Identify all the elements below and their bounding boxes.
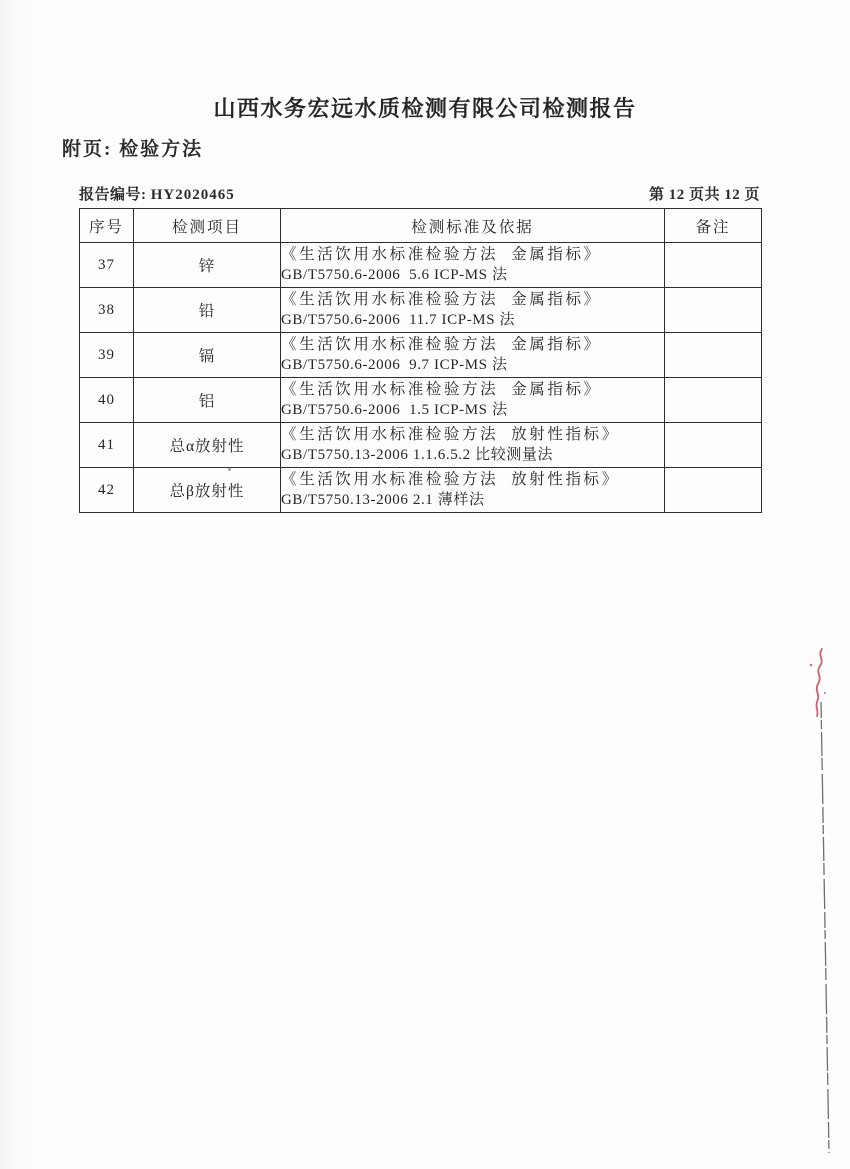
cell-test-item: 铝 [134,378,281,423]
stray-ink-dot [228,468,231,471]
standard-method: GB/T5750.13-2006 2.1 薄样法 [281,492,485,508]
page-indicator: 第 12 页共 12 页 [648,187,760,203]
table-row [80,378,762,423]
cell-test-item: 总β放射性 [134,468,281,513]
table-row [80,243,762,288]
cell-serial-no: 40 [80,378,134,423]
page-title: 山西水务宏远水质检测有限公司检测报告 [213,96,637,121]
meta-row [79,183,760,204]
standard-method: GB/T5750.6-2006 9.7 ICP-MS 法 [281,357,508,373]
cell-standard [281,378,665,423]
cell-remark [665,288,762,333]
table-header-row [80,209,762,243]
cell-test-item: 锌 [134,243,281,288]
standard-method: GB/T5750.6-2006 11.7 ICP-MS 法 [281,312,516,328]
cell-test-item: 总α放射性 [134,423,281,468]
scan-edge-line [815,700,837,1155]
cell-serial-no: 38 [80,288,134,333]
standard-title: 《生活饮用水标准检验方法 放射性指标》 [281,426,620,443]
header-serial-no: 序号 [80,209,134,243]
header-standard-basis: 检测标准及依据 [281,209,665,243]
appendix-subtitle: 附页: 检验方法 [62,139,204,160]
cell-serial-no: 39 [80,333,134,378]
cell-remark [665,468,762,513]
cell-standard [281,423,665,468]
standard-title: 《生活饮用水标准检验方法 金属指标》 [281,291,602,308]
cell-remark [665,378,762,423]
cell-remark [665,423,762,468]
header-remark: 备注 [665,209,762,243]
table-row [80,468,762,513]
cell-remark [665,243,762,288]
cell-test-item: 铅 [134,288,281,333]
standard-method: GB/T5750.13-2006 1.1.6.5.2 比较测量法 [281,447,554,463]
standard-method: GB/T5750.6-2006 5.6 ICP-MS 法 [281,267,508,283]
report-number-value: HY2020465 [150,187,235,203]
cell-standard [281,288,665,333]
standard-title: 《生活饮用水标准检验方法 金属指标》 [281,336,602,353]
cell-standard [281,243,665,288]
standard-title: 《生活饮用水标准检验方法 金属指标》 [281,381,602,398]
cell-serial-no: 42 [80,468,134,513]
cell-remark [665,333,762,378]
report-number-label: 报告编号: [79,187,147,203]
standard-title: 《生活饮用水标准检验方法 金属指标》 [281,246,602,263]
table-row [80,423,762,468]
cell-test-item: 镉 [134,333,281,378]
report-number [79,183,235,204]
cell-serial-no: 37 [80,243,134,288]
cell-standard [281,333,665,378]
test-methods-table [79,208,762,513]
table-row [80,288,762,333]
standard-method: GB/T5750.6-2006 1.5 ICP-MS 法 [281,402,508,418]
table-row [80,333,762,378]
standard-title: 《生活饮用水标准检验方法 放射性指标》 [281,471,620,488]
cell-standard [281,468,665,513]
cell-serial-no: 41 [80,423,134,468]
header-test-item: 检测项目 [134,209,281,243]
